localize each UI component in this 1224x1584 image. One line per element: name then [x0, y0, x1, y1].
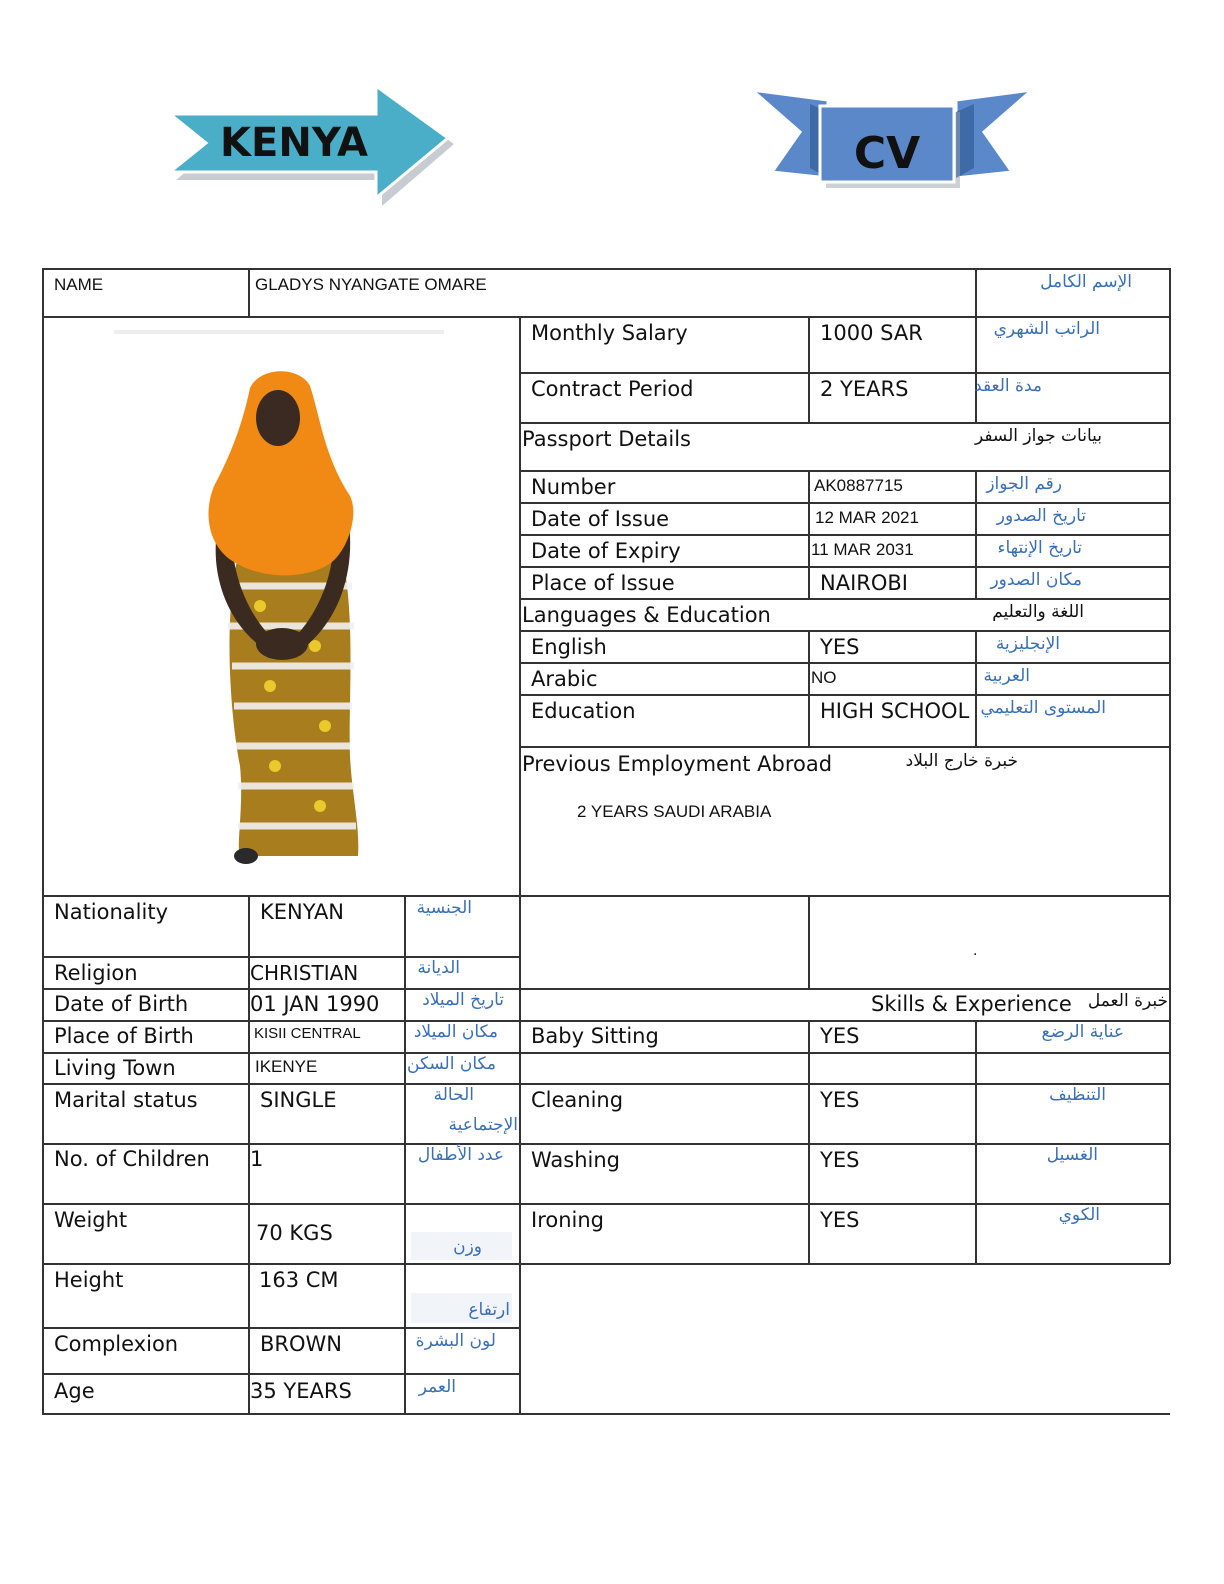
issue-date-label-arabic: تاريخ الصدور — [996, 506, 1086, 526]
issue-place-label-arabic: مكان الصدور — [990, 570, 1082, 590]
languages-section-title-arabic: اللغة والتعليم — [992, 602, 1084, 622]
skill-value: YES — [820, 1088, 860, 1112]
languages-section-title: Languages & Education — [522, 603, 771, 627]
contract-value: 2 YEARS — [820, 377, 909, 401]
weight-value: 70 KGS — [256, 1221, 333, 1245]
nationality-value: KENYAN — [260, 900, 345, 924]
skill-value: YES — [820, 1024, 860, 1048]
issue-place-label: Place of Issue — [531, 571, 675, 595]
passport-section-title-arabic: بيانات جواز السفر — [974, 426, 1102, 446]
country-title: KENYA — [220, 120, 368, 166]
cv-ribbon-banner — [748, 82, 1038, 197]
skill-label-arabic: عناية الرضع — [1041, 1022, 1124, 1042]
religion-value: CHRISTIAN — [250, 961, 359, 985]
nationality-label-arabic: الجنسية — [416, 898, 472, 918]
arabic-value: NO — [811, 668, 837, 687]
skill-label: Washing — [531, 1148, 621, 1172]
skill-value: YES — [820, 1148, 860, 1172]
age-label: Age — [54, 1379, 95, 1403]
education-value: HIGH SCHOOL — [820, 699, 970, 723]
marital-status-value: SINGLE — [260, 1088, 337, 1112]
salary-value: 1000 SAR — [820, 321, 923, 345]
arabic-label: Arabic — [531, 667, 598, 691]
cv-title: CV — [853, 128, 921, 179]
complexion-label: Complexion — [54, 1332, 179, 1356]
dob-value: 01 JAN 1990 — [250, 992, 380, 1016]
height-value: 163 CM — [259, 1268, 339, 1292]
english-label: English — [531, 635, 607, 659]
religion-label: Religion — [54, 961, 138, 985]
arabic-label-arabic: العربية — [983, 666, 1030, 686]
marital-status-label-arabic-2: الإجتماعية — [448, 1115, 518, 1135]
living-town-value: IKENYE — [255, 1057, 318, 1076]
expiry-date-label: Date of Expiry — [531, 539, 681, 563]
skill-label: Cleaning — [531, 1088, 624, 1112]
religion-label-arabic: الديانة — [417, 958, 460, 978]
name-value: GLADYS NYANGATE OMARE — [255, 275, 487, 294]
expiry-date-label-arabic: تاريخ الإنتهاء — [997, 538, 1082, 558]
skill-value: YES — [820, 1208, 860, 1232]
height-label-arabic: ارتفاع — [468, 1300, 510, 1320]
marital-status-label: Marital status — [54, 1088, 198, 1112]
skill-label: Baby Sitting — [531, 1024, 659, 1048]
living-town-label: Living Town — [54, 1056, 176, 1080]
children-label: No. of Children — [54, 1147, 210, 1171]
weight-label-arabic: وزن — [453, 1237, 482, 1257]
employment-section-title-arabic: خبرة خارج البلاد — [905, 751, 1018, 771]
marital-status-label-arabic-1: الحالة — [433, 1085, 474, 1105]
weight-label: Weight — [54, 1208, 128, 1232]
salary-label: Monthly Salary — [531, 321, 688, 345]
issue-date-value: 12 MAR 2021 — [815, 508, 919, 527]
skill-label: Ironing — [531, 1208, 604, 1232]
nationality-label: Nationality — [54, 900, 169, 924]
complexion-label-arabic: لون البشرة — [415, 1331, 496, 1351]
employment-value: 2 YEARS SAUDI ARABIA — [577, 802, 772, 821]
pob-value: KISII CENTRAL — [254, 1025, 361, 1042]
name-label-arabic: الإسم الكامل — [1040, 272, 1132, 292]
expiry-date-value: 11 MAR 2031 — [811, 540, 914, 559]
education-label-arabic: المستوى التعليمي — [980, 698, 1106, 718]
skill-label-arabic: التنظيف — [1049, 1085, 1106, 1105]
age-value: 35 YEARS — [250, 1379, 352, 1403]
complexion-value: BROWN — [260, 1332, 343, 1356]
passport-number-value: AK0887715 — [814, 476, 903, 495]
dob-label: Date of Birth — [54, 992, 189, 1016]
kenya-arrow-banner — [160, 80, 470, 215]
passport-number-label-arabic: رقم الجواز — [986, 474, 1062, 494]
english-label-arabic: الإنجليزية — [995, 634, 1060, 654]
contract-label-arabic: مدة العقد — [974, 376, 1042, 396]
age-label-arabic: العمر — [418, 1377, 456, 1397]
pob-label-arabic: مكان الميلاد — [413, 1022, 498, 1042]
salary-label-arabic: الراتب الشهري — [993, 319, 1100, 339]
living-town-label-arabic: مكان السكن — [407, 1054, 496, 1074]
empty-cell-dot: . — [973, 943, 978, 959]
education-label: Education — [531, 699, 636, 723]
height-label: Height — [54, 1268, 124, 1292]
pob-label: Place of Birth — [54, 1024, 194, 1048]
children-value: 1 — [250, 1147, 264, 1171]
children-label-arabic: عدد الأطفال — [417, 1145, 504, 1165]
issue-place-value: NAIROBI — [820, 571, 908, 595]
passport-number-label: Number — [531, 475, 616, 499]
skill-label-arabic: الغسيل — [1046, 1145, 1098, 1165]
english-value: YES — [820, 635, 860, 659]
skills-section-title: Skills & Experience — [871, 992, 1072, 1016]
candidate-photo — [110, 326, 445, 871]
employment-section-title: Previous Employment Abroad — [522, 752, 833, 776]
issue-date-label: Date of Issue — [531, 507, 670, 531]
dob-label-arabic: تاريخ الميلاد — [422, 990, 504, 1010]
skills-section-title-arabic: خبرة العمل — [1087, 991, 1168, 1011]
skill-label-arabic: الكوي — [1058, 1205, 1100, 1225]
contract-label: Contract Period — [531, 377, 694, 401]
passport-section-title: Passport Details — [522, 427, 691, 451]
name-label: NAME — [54, 275, 104, 294]
